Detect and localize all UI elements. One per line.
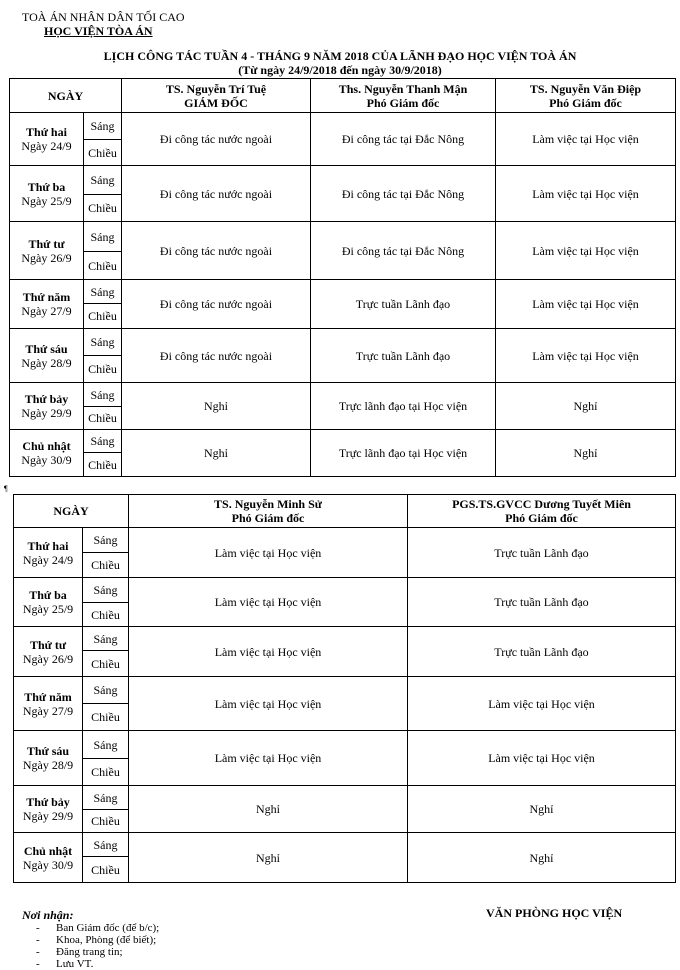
day-name: Thứ năm	[24, 689, 72, 704]
activity-cell: Đi công tác nước ngoài	[122, 280, 311, 329]
day-cell	[14, 677, 83, 731]
day-cell	[10, 430, 84, 477]
activity-cell: Làm việc tại Học viện	[129, 528, 408, 578]
session-morning: Sáng	[84, 430, 122, 453]
day-date: Ngày 25/9	[22, 602, 74, 616]
day-cell	[10, 329, 84, 383]
day-cell	[14, 833, 83, 883]
day-name: Chủ nhật	[22, 439, 71, 453]
leader-role: GIÁM ĐỐC	[184, 95, 248, 110]
activity-cell: Nghỉ	[129, 786, 408, 833]
day-date: Ngày 26/9	[22, 651, 74, 666]
schedule-table-2	[13, 494, 676, 883]
activity-cell: Trực tuần Lãnh đạo	[408, 528, 676, 578]
leader-role: Phó Giám đốc	[549, 95, 622, 110]
session-afternoon: Chiều	[83, 603, 129, 627]
day-name: Thứ tư	[28, 236, 65, 251]
activity-cell: Làm việc tại Học viện	[496, 280, 676, 329]
leader-name: TS. Nguyễn Trí Tuệ	[165, 81, 267, 96]
schedule-table-1	[9, 78, 676, 477]
leader-name: TS. Nguyễn Minh Sử	[214, 497, 322, 511]
session-afternoon: Chiều	[84, 140, 122, 166]
activity-cell: Nghỉ	[496, 430, 676, 477]
document-title: LỊCH CÔNG TÁC TUẦN 4 - THÁNG 9 NĂM 2018 CỦA LÃNH ĐẠO HỌC VIỆN TOÀ ÁN	[103, 49, 577, 63]
day-name: Thứ tư	[29, 637, 67, 652]
day-date: Ngày 27/9	[22, 703, 74, 718]
day-cell	[14, 578, 83, 627]
table-row	[10, 222, 676, 252]
day-name: Thứ năm	[22, 290, 71, 304]
day-name: Thứ sáu	[26, 744, 70, 758]
activity-cell: Làm việc tại Học viện	[496, 329, 676, 383]
day-cell	[10, 280, 84, 329]
day-name: Thứ ba	[27, 179, 66, 194]
activity-cell: Làm việc tại Học viện	[129, 627, 408, 677]
leader-name: Ths. Nguyễn Thanh Mận	[338, 81, 468, 96]
session-morning: Sáng	[83, 578, 129, 603]
activity-cell: Trực tuần Lãnh đạo	[408, 627, 676, 677]
leader-role: Phó Giám đốc	[231, 511, 305, 525]
day-cell	[14, 627, 83, 677]
day-name: Thứ bảy	[24, 392, 69, 406]
activity-cell: Trực lãnh đạo tại Học viện	[311, 383, 496, 430]
leader-header	[496, 79, 676, 113]
leader-header	[311, 79, 496, 113]
day-date: Ngày 30/9	[21, 453, 72, 467]
session-morning: Sáng	[83, 528, 129, 553]
activity-cell: Trực tuần Lãnh đạo	[311, 329, 496, 383]
day-date: Ngày 25/9	[21, 193, 72, 208]
recipient-item: - Đăng trang tin;	[36, 946, 159, 958]
activity-cell: Đi công tác nước ngoài	[122, 166, 311, 222]
activity-cell: Đi công tác nước ngoài	[122, 113, 311, 166]
activity-cell: Làm việc tại Học viện	[408, 677, 676, 731]
day-date: Ngày 29/9	[21, 406, 72, 420]
activity-cell: Trực tuần Lãnh đạo	[311, 280, 496, 329]
recipients-label: Nơi nhận:	[22, 908, 74, 922]
office-signature: VĂN PHÒNG HỌC VIỆN	[486, 906, 623, 920]
leader-header	[408, 495, 676, 528]
table-row	[14, 731, 676, 759]
day-column-header: NGÀY	[14, 495, 129, 528]
session-afternoon: Chiều	[84, 195, 122, 222]
session-afternoon: Chiều	[84, 252, 122, 280]
session-afternoon: Chiều	[83, 759, 129, 786]
activity-cell: Đi công tác nước ngoài	[122, 222, 311, 280]
day-cell	[10, 113, 84, 166]
day-date: Ngày 30/9	[22, 857, 74, 872]
activity-cell: Trực tuần Lãnh đạo	[408, 578, 676, 627]
table-row	[10, 113, 676, 140]
table-row	[10, 383, 676, 407]
day-cell	[14, 786, 83, 833]
session-afternoon: Chiều	[83, 553, 129, 578]
day-date: Ngày 28/9	[22, 758, 74, 772]
recipients-list	[36, 922, 159, 970]
leader-role: Phó Giám đốc	[505, 511, 578, 525]
day-date: Ngày 27/9	[21, 304, 72, 318]
session-morning: Sáng	[83, 786, 129, 810]
table-row	[14, 578, 676, 603]
session-morning: Sáng	[84, 383, 122, 407]
activity-cell: Làm việc tại Học viện	[496, 113, 676, 166]
table-row	[10, 430, 676, 453]
institution-name: HỌC VIỆN TÒA ÁN	[44, 24, 153, 38]
table-row	[14, 677, 676, 704]
recipient-item: - Lưu VT.	[36, 958, 159, 970]
header-row	[14, 495, 676, 528]
session-morning: Sáng	[84, 166, 122, 195]
session-afternoon: Chiều	[83, 857, 129, 883]
table-row	[10, 166, 676, 195]
day-name: Thứ sáu	[25, 341, 68, 356]
day-cell	[10, 166, 84, 222]
day-date: Ngày 29/9	[22, 809, 74, 823]
activity-cell: Làm việc tại Học viện	[496, 166, 676, 222]
table-row	[14, 528, 676, 553]
activity-cell: Đi công tác tại Đắc Nông	[311, 222, 496, 280]
day-cell	[14, 731, 83, 786]
day-date: Ngày 24/9	[22, 552, 74, 567]
day-cell	[14, 528, 83, 578]
session-afternoon: Chiều	[84, 356, 122, 383]
activity-cell: Đi công tác nước ngoài	[122, 329, 311, 383]
session-morning: Sáng	[83, 833, 129, 857]
document-subtitle: (Từ ngày 24/9/2018 đến ngày 30/9/2018)	[238, 63, 442, 77]
day-cell	[10, 383, 84, 430]
session-afternoon: Chiều	[83, 704, 129, 731]
leader-name: PGS.TS.GVCC Dương Tuyết Miên	[452, 497, 631, 511]
table-row	[14, 627, 676, 651]
session-afternoon: Chiều	[83, 810, 129, 833]
day-cell	[10, 222, 84, 280]
table-row	[14, 786, 676, 810]
activity-cell: Đi công tác tại Đắc Nông	[311, 166, 496, 222]
table-row	[14, 833, 676, 857]
session-morning: Sáng	[84, 222, 122, 252]
day-name: Thứ bảy	[26, 795, 70, 809]
activity-cell: Nghỉ	[408, 786, 676, 833]
session-afternoon: Chiều	[84, 407, 122, 430]
session-morning: Sáng	[84, 113, 122, 140]
day-date: Ngày 28/9	[21, 355, 72, 370]
leader-name: TS. Nguyễn Văn Điệp	[529, 81, 642, 96]
session-afternoon: Chiều	[83, 651, 129, 677]
leader-header	[122, 79, 311, 113]
activity-cell: Nghỉ	[129, 833, 408, 883]
session-morning: Sáng	[83, 677, 129, 704]
activity-cell: Nghỉ	[122, 430, 311, 477]
activity-cell: Nghỉ	[122, 383, 311, 430]
session-morning: Sáng	[83, 731, 129, 759]
day-name: Chủ nhật	[23, 843, 73, 858]
activity-cell: Nghỉ	[496, 383, 676, 430]
day-date: Ngày 24/9	[21, 139, 72, 153]
activity-cell: Làm việc tại Học viện	[408, 731, 676, 786]
recipient-item: - Ban Giám đốc (để b/c);	[36, 922, 159, 934]
organization-name: TOÀ ÁN NHÂN DÂN TỐI CAO	[22, 10, 185, 24]
activity-cell: Làm việc tại Học viện	[496, 222, 676, 280]
session-morning: Sáng	[84, 329, 122, 356]
paragraph-marker: ¶	[4, 484, 8, 493]
session-afternoon: Chiều	[84, 453, 122, 477]
activity-cell: Đi công tác tại Đắc Nông	[311, 113, 496, 166]
activity-cell: Làm việc tại Học viện	[129, 578, 408, 627]
day-column-header: NGÀY	[10, 79, 122, 113]
activity-cell: Làm việc tại Học viện	[129, 731, 408, 786]
day-name: Thứ hai	[26, 125, 67, 139]
session-morning: Sáng	[84, 280, 122, 304]
session-afternoon: Chiều	[84, 304, 122, 329]
day-name: Thứ hai	[27, 538, 69, 553]
day-name: Thứ ba	[29, 588, 67, 602]
recipient-item: - Khoa, Phòng (để biết);	[36, 934, 159, 946]
header-row	[10, 79, 676, 113]
session-morning: Sáng	[83, 627, 129, 651]
leader-header	[129, 495, 408, 528]
day-date: Ngày 26/9	[21, 250, 72, 265]
table-row	[10, 280, 676, 304]
activity-cell: Nghỉ	[408, 833, 676, 883]
activity-cell: Làm việc tại Học viện	[129, 677, 408, 731]
table-row	[10, 329, 676, 356]
leader-role: Phó Giám đốc	[366, 95, 440, 110]
activity-cell: Trực lãnh đạo tại Học viện	[311, 430, 496, 477]
